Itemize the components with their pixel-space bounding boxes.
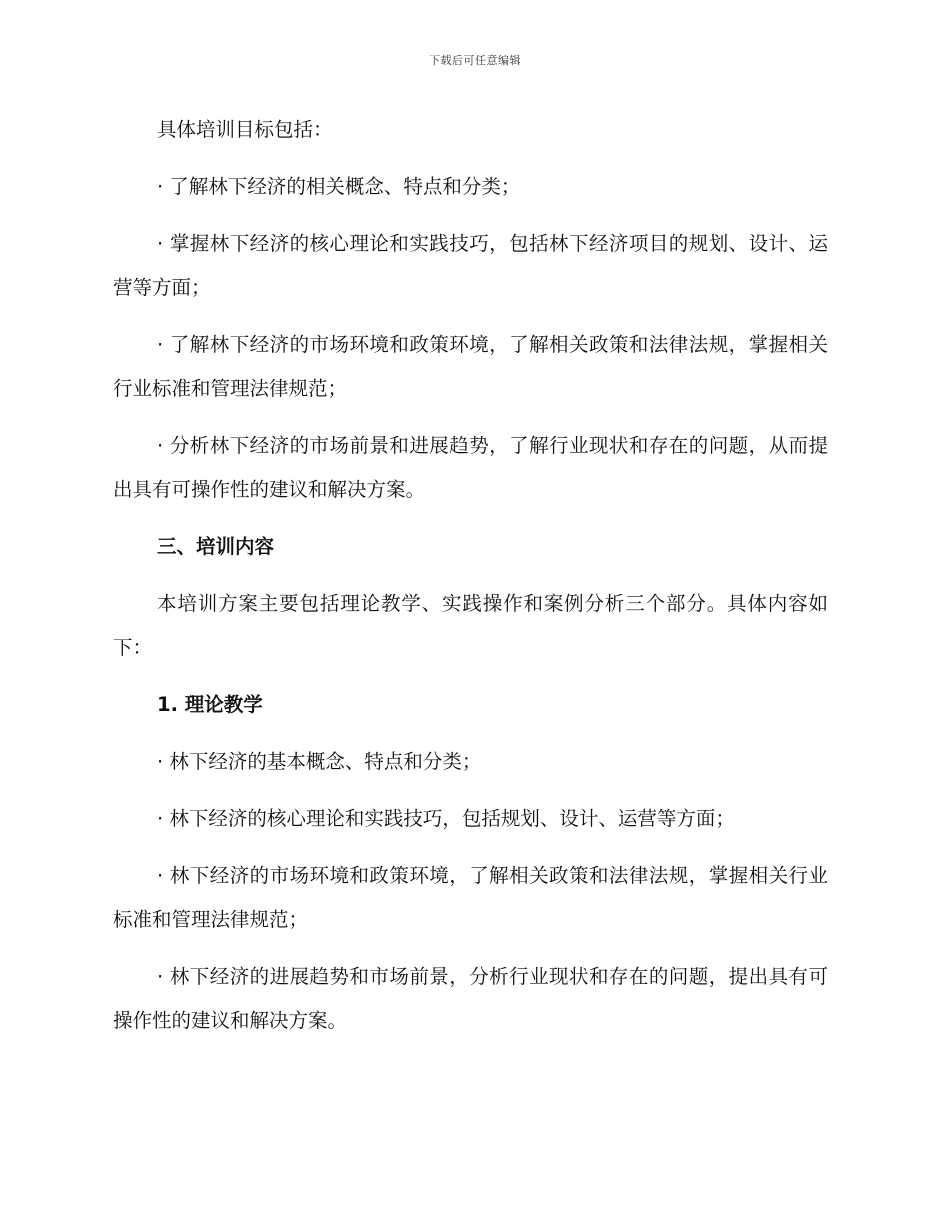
paragraph-theory-3: · 林下经济的市场环境和政策环境，了解相关政策和法律法规，掌握相关行业标准和管理法律规范； [113, 864, 828, 931]
section-heading-training-content: 三、培训内容 [157, 535, 275, 558]
paragraph-goals-intro: 具体培训目标包括： [157, 118, 333, 141]
paragraph-content-intro: 本培训方案主要包括理论教学、实践操作和案例分析三个部分。具体内容如下： [113, 592, 828, 659]
paragraph-theory-1: · 林下经济的基本概念、特点和分类； [157, 750, 482, 773]
paragraph-theory-2: · 林下经济的核心理论和实践技巧，包括规划、设计、运营等方面； [157, 807, 735, 830]
paragraph-goal-2: · 掌握林下经济的核心理论和实践技巧，包括林下经济项目的规划、设计、运营等方面； [113, 232, 828, 299]
paragraph-theory-4: · 林下经济的进展趋势和市场前景，分析行业现状和存在的问题，提出具有可操作性的建议和解决方案。 [113, 965, 828, 1032]
paragraph-goal-3: · 了解林下经济的市场环境和政策环境，了解相关政策和法律法规，掌握相关行业标准和管理法律规范； [113, 333, 828, 400]
page-header: 下载后可任意编辑 [429, 54, 521, 67]
subsection-heading-theory: 1. 理论教学 [157, 693, 263, 716]
paragraph-goal-4: · 分析林下经济的市场前景和进展趋势，了解行业现状和存在的问题，从而提出具有可操作性的建议和解决方案。 [113, 434, 828, 501]
document-body [113, 108, 828, 1056]
paragraph-goal-1: · 了解林下经济的相关概念、特点和分类； [157, 175, 521, 198]
